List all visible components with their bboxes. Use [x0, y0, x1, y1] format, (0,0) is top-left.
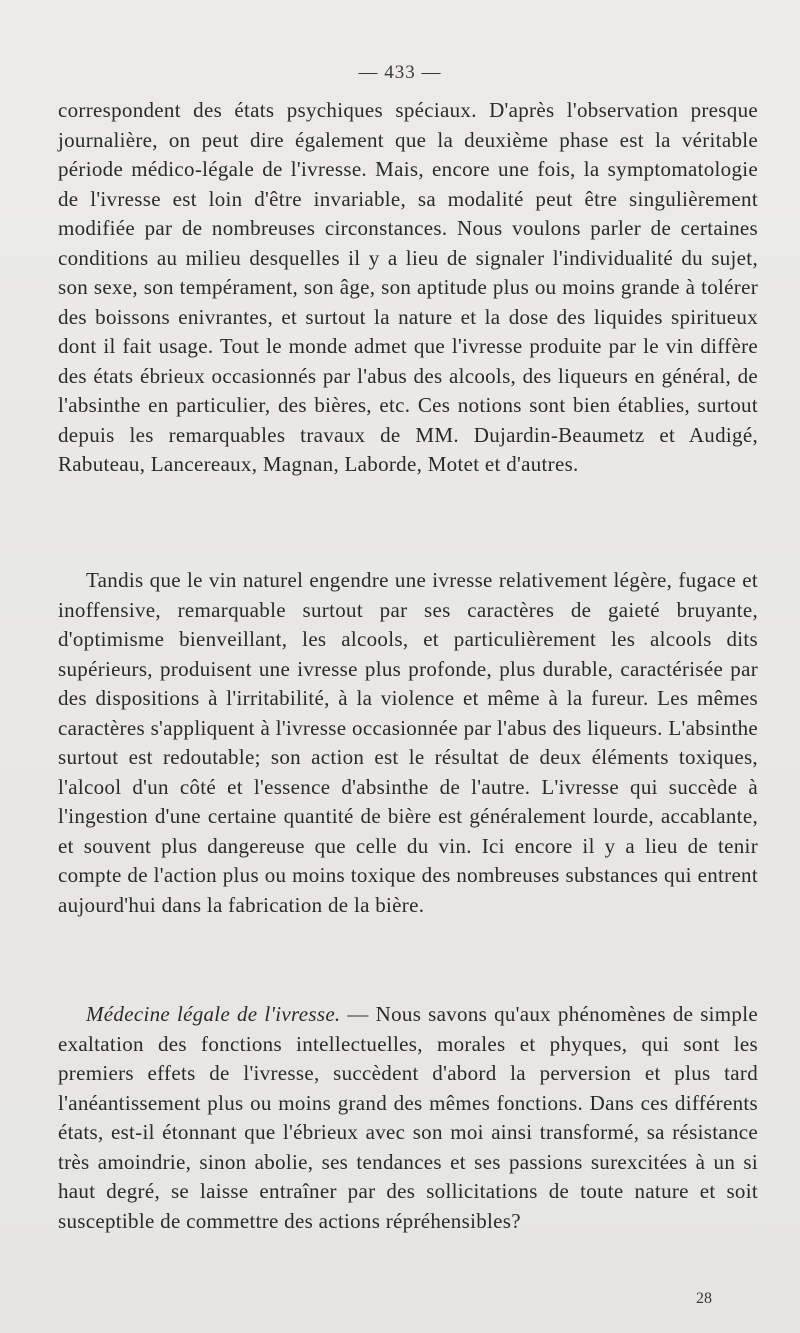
- paragraph-3-block: [58, 1000, 758, 1236]
- section-heading: Médecine légale de l'ivresse.: [86, 1002, 341, 1026]
- paragraph-1-block: [58, 96, 758, 480]
- paragraph-3: [58, 1000, 758, 1236]
- printer-signature-mark: 28: [696, 1290, 712, 1307]
- paragraph-2: Tandis que le vin naturel engendre une ivresse relativement légère, fugace et inoffensive, remarquable surtout par ses caractères de gaieté bruyante, d'optimisme bienveillant, les alcools, et particulièrement les alcools dits supérieurs, produisent une ivresse plus profonde, plus durable, caractérisée par des dispositions à l'irritabilité, à la violence et même à la fureur. Les mêmes caractères s'appliquent à l'ivresse occasionnée par l'abus des liqueurs. L'absinthe surtout est redoutable; son action est le résultat de deux éléments toxiques, l'alcool d'un côté et l'essence d'absinthe de l'autre. L'ivresse qui succède à l'ingestion d'une certaine quantité de bière est généralement lourde, accablante, et souvent plus dangereuse que celle du vin. Ici encore il y a lieu de tenir compte de l'action plus ou moins toxique des nombreuses substances qui entrent aujourd'hui dans la fabrication de la bière.: [58, 568, 758, 917]
- paragraph-2-block: [58, 566, 758, 920]
- page-number: — 433 —: [358, 62, 442, 83]
- paragraph-1: correspondent des états psychiques spéciaux. D'après l'observation presque journalière, on peut dire également que la deuxième phase est la véritable période médico-légale de l'ivresse. Mais, encore une fois, la symptomatologie de l'ivresse est loin d'être invariable, sa modalité peut être singulièrement modifiée par de nombreuses circonstances. Nous voulons parler de certaines conditions au milieu desquelles il y a lieu de signaler l'individualité du sujet, son sexe, son tempérament, son âge, son aptitude plus ou moins grande à tolérer des boissons enivrantes, et surtout la nature et la dose des liquides spiritueux dont il fait usage. Tout le monde admet que l'ivresse produite par le vin diffère des états ébrieux occasionnés par l'abus des alcools, des liqueurs en général, de l'absinthe en particulier, des bières, etc. Ces notions sont bien établies, surtout depuis les remarquables travaux de MM. Dujardin-Beaumetz et Audigé, Rabuteau, Lancereaux, Magnan, Laborde, Motet et d'autres.: [58, 98, 758, 476]
- paragraph-3-body: — Nous savons qu'aux phénomènes de simple exaltation des fonctions intellectuelles, morales et phyques, qui sont les premiers effets de l'ivresse, succèdent d'abord la perversion et plus tard l'anéantissement plus ou moins grand des mêmes fonctions. Dans ces différents états, est-il étonnant que l'ébrieux avec son moi ainsi transformé, sa résistance très amoindrie, sinon abolie, ses tendances et ses passions surexcitées à un si haut degré, se laisse entraîner par des sollicitations de toute nature et soit susceptible de commettre des actions répréhensibles?: [58, 1002, 758, 1233]
